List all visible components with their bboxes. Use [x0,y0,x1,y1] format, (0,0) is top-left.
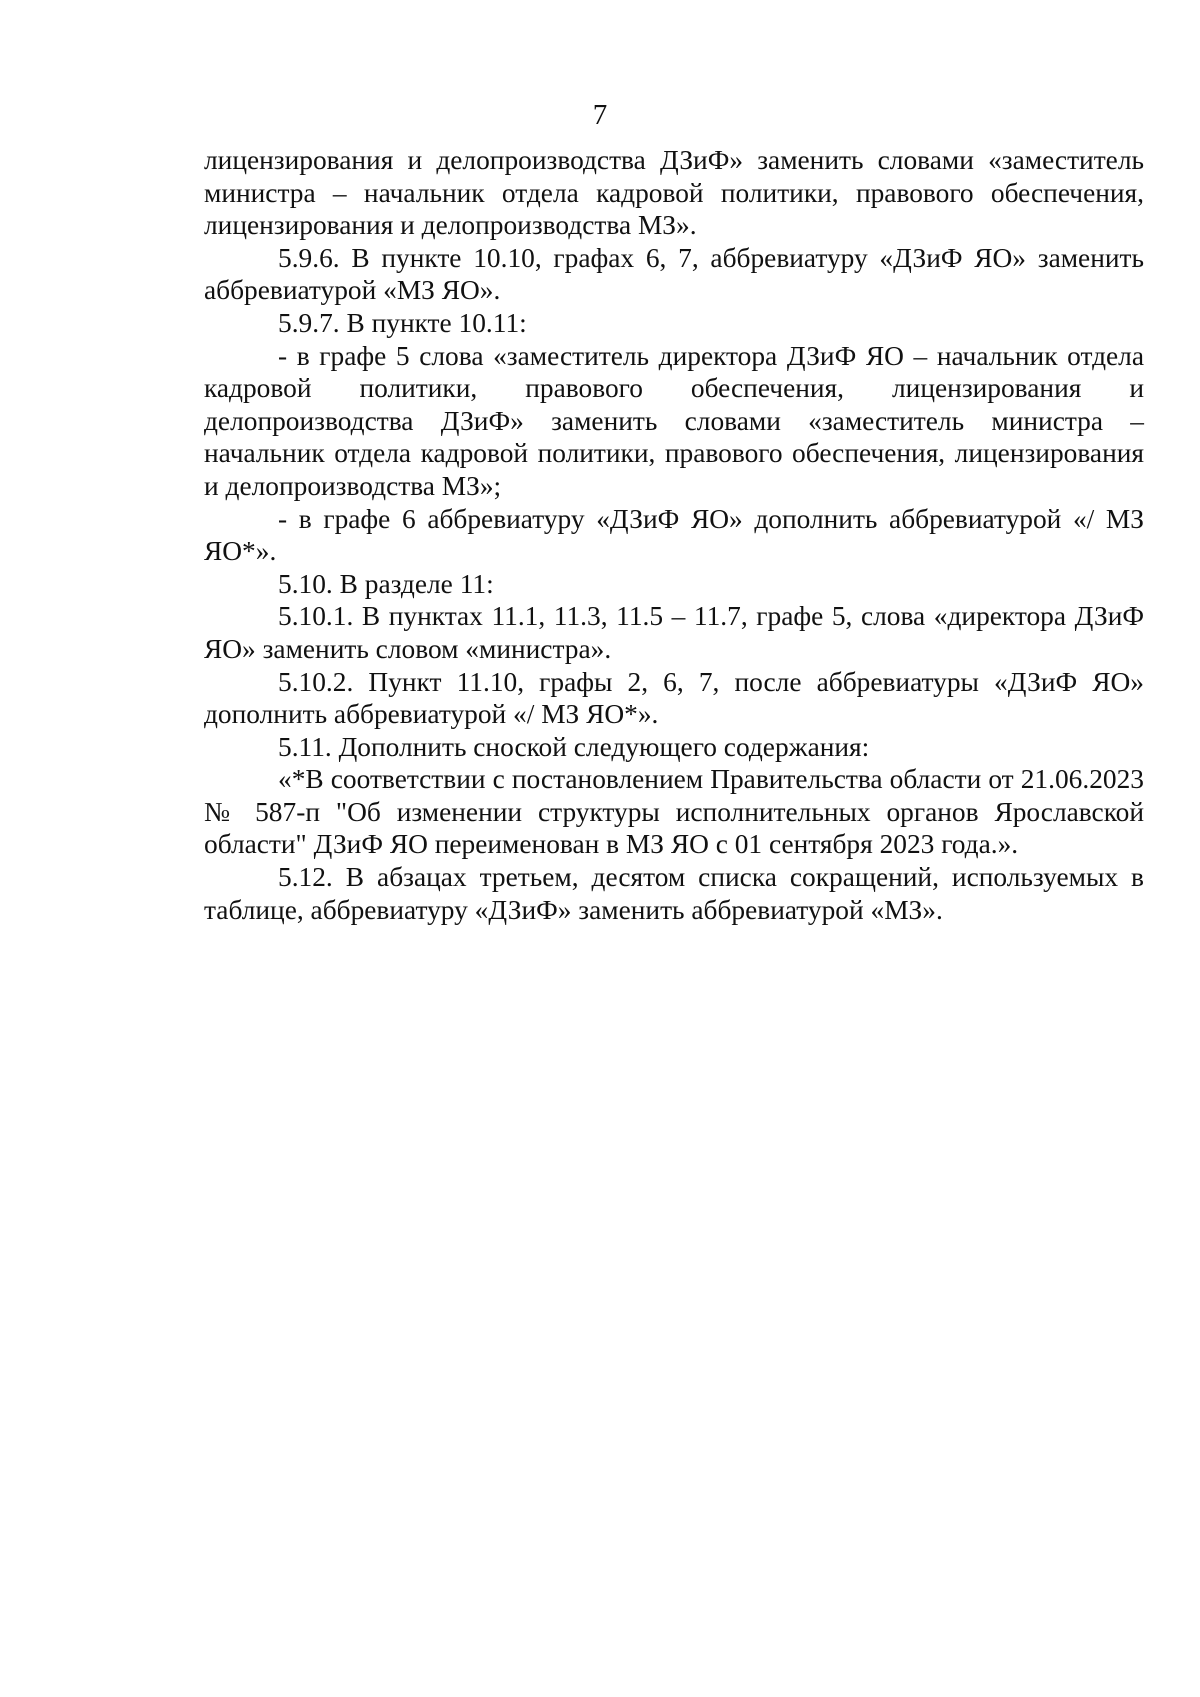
paragraph-footnote-text: «*В соответствии с постановлением Правительства области от 21.06.2023 № 587-п "Об изменении структуры исполнительных органов Ярославской области" ДЗиФ ЯО переименован в МЗ ЯО с 01 сентября 2023 года.». [204,764,1144,860]
paragraph-continuation: лицензирования и делопроизводства ДЗиФ» заменить словами «заместитель министра – начальник отдела кадровой политики, правового обеспечения, лицензирования и делопроизводства МЗ». [204,145,1144,241]
document-body [204,144,1144,926]
paragraph-5-10-1: 5.10.1. В пунктах 11.1, 11.3, 11.5 – 11.7, графе 5, слова «директора ДЗиФ ЯО» заменить словом «министра». [204,601,1144,664]
paragraph-5-12: 5.12. В абзацах третьем, десятом списка сокращений, используемых в таблице, аббревиатуру «ДЗиФ» заменить аббревиатурой «МЗ». [204,862,1144,925]
paragraph-5-10: 5.10. В разделе 11: [278,568,494,599]
paragraph-5-9-7: 5.9.7. В пункте 10.11: [278,307,527,338]
paragraph-5-10-2: 5.10.2. Пункт 11.10, графы 2, 6, 7, после аббревиатуры «ДЗиФ ЯО» дополнить аббревиатурой «/ МЗ ЯО*». [204,666,1144,730]
paragraph-5-9-6: 5.9.6. В пункте 10.10, графах 6, 7, аббревиатуру «ДЗиФ ЯО» заменить аббревиатурой «МЗ ЯО». [204,242,1144,306]
page-number: 7 [592,99,608,131]
paragraph-5-11: 5.11. Дополнить сноской следующего содержания: [278,731,870,762]
paragraph-5-9-7-item-2: - в графе 6 аббревиатуру «ДЗиФ ЯО» дополнить аббревиатурой «/ МЗ ЯО*». [204,503,1144,567]
paragraph-5-9-7-item-1: - в графе 5 слова «заместитель директора ДЗиФ ЯО – начальник отдела кадровой политики, правового обеспечения, лицензирования и делопроизводства ДЗиФ» заменить словами «заместитель министра – начальник отдела кадровой политики, правового обеспечения, лицензирования и делопроизводства МЗ»; [204,340,1144,501]
